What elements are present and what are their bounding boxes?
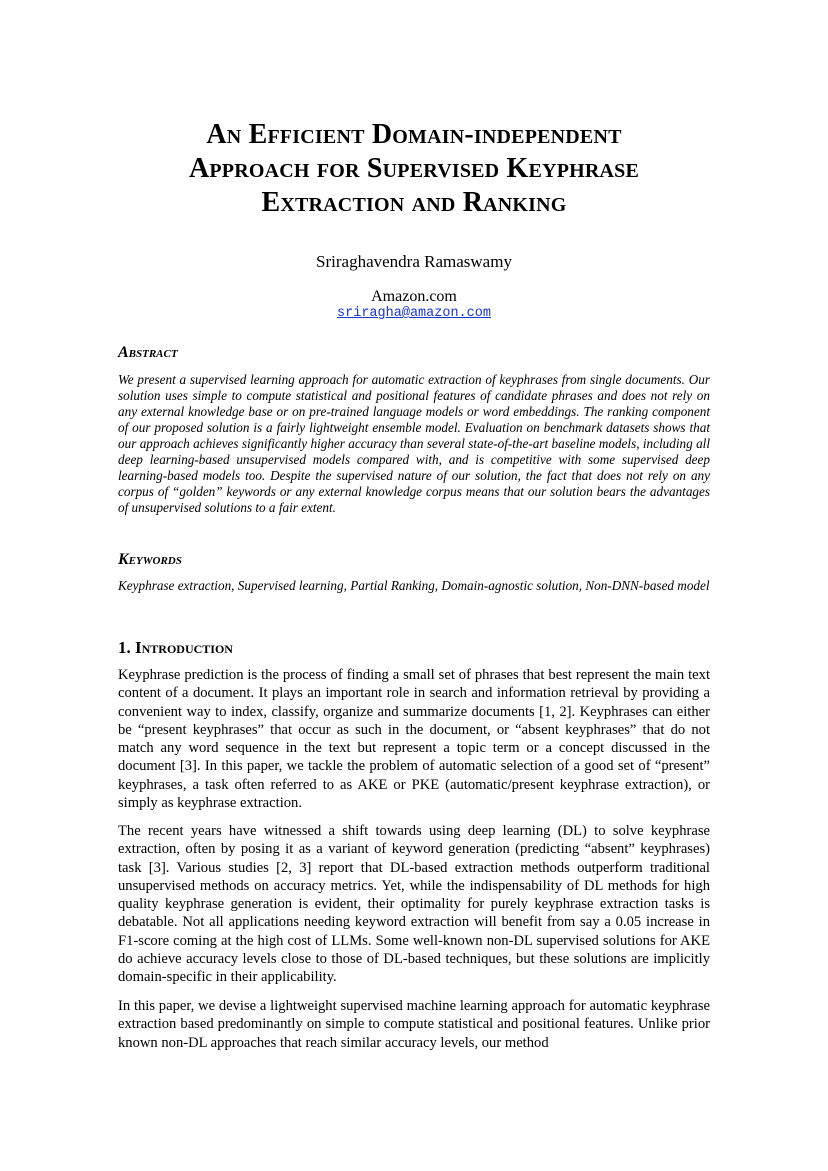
intro-paragraph-3: In this paper, we devise a lightweight supervised machine learning approach for automatic keyphrase extraction based predominantly on simple to compute statistical and positional features. Unlike prior known non-DL approaches that reach similar accuracy levels, our method xyxy=(118,998,710,1051)
keywords-heading: Keywords xyxy=(118,551,182,568)
title-line: Extraction and Ranking xyxy=(261,187,567,218)
introduction-heading: 1. Introduction xyxy=(118,638,233,657)
title-line: An Efficient Domain-independent xyxy=(206,119,622,150)
intro-paragraph-1: Keyphrase prediction is the process of finding a small set of phrases that best represent the main text content of a document. It plays an important role in search and information retrieval by providing a convenient way to index, classify, organize and summarize documents [1, 2]. Keyphrases can either be “present keyphrases” that occur as such in the document, or “absent keyphrases” that do not match any word sequence in the text but represent a topic term or a concept discussed in the document [3]. In this paper, we tackle the problem of automatic selection of a good set of “present” keyphrases, a task often referred to as AKE or PKE (automatic/present keyphrase extraction), or simply as keyphrase extraction. xyxy=(118,667,710,812)
intro-paragraph-2: The recent years have witnessed a shift towards using deep learning (DL) to solve keyphrase extraction, often by posing it as a variant of keyword generation (predicting “absent” keyphrases) task [3]. Various studies [2, 3] report that DL-based extraction methods outperform traditional unsupervised methods on accuracy metrics. Yet, while the indispensability of DL methods for high quality keyphrase generation is evident, their optimality for purely keyphrase extraction tasks is debatable. Not all applications needing keyword extraction will benefit from say a 0.05 increase in F1-score coming at the high cost of LLMs. Some well-known non-DL supervised solutions for AKE do achieve accuracy levels close to those of DL-based techniques, but these solutions are implicitly domain-specific in their applicability. xyxy=(118,823,710,986)
author-email-link[interactable]: sriragha@amazon.com xyxy=(337,306,491,321)
author-affiliation: Amazon.com xyxy=(371,288,457,305)
paper-title xyxy=(80,118,748,220)
keywords-text: Keyphrase extraction, Supervised learning, Partial Ranking, Domain-agnostic solution, Non-DNN-based model xyxy=(118,578,710,593)
title-line: Approach for Supervised Keyphrase xyxy=(188,153,640,184)
abstract-heading: Abstract xyxy=(118,344,178,361)
abstract-text: We present a supervised learning approach for automatic extraction of keyphrases from single documents. Our solution uses simple to compute statistical and positional features of candidate phrases and does not rely on any external knowledge base or on pre-trained language models or word embeddings. The ranking component of our proposed solution is a fairly lightweight ensemble model. Evaluation on benchmark datasets shows that our approach achieves significantly higher accuracy than several state-of-the-art baseline models, including all deep learning-based unsupervised models compared with, and is competitive with some supervised deep learning-based models too. Despite the supervised nature of our solution, the fact that does not rely on any corpus of “golden” keywords or any external knowledge corpus means that our solution bears the advantages of unsupervised solutions to a fair extent. xyxy=(118,372,710,515)
author-name: Sriraghavendra Ramaswamy xyxy=(316,252,512,271)
